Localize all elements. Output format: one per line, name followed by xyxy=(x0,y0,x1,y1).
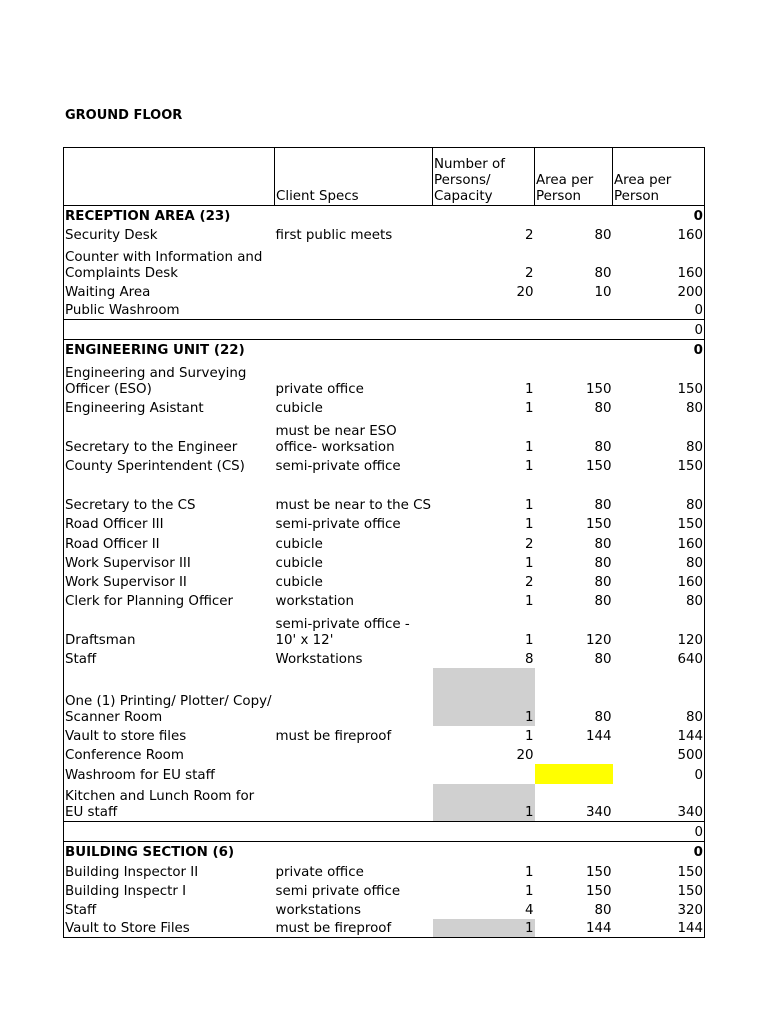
cell-total-area: 0 xyxy=(613,320,705,340)
cell-space-name: ENGINEERING UNIT (22) xyxy=(64,340,275,359)
cell-total-area: 160 xyxy=(613,225,705,244)
cell-total-area: 160 xyxy=(613,533,705,553)
table-row xyxy=(64,881,705,900)
cell-area-per-person xyxy=(535,340,613,359)
cell-client-specs xyxy=(275,764,433,784)
cell-space-name: Staff xyxy=(64,900,275,919)
page-title: GROUND FLOOR xyxy=(65,108,183,123)
cell-area-per-person xyxy=(535,745,613,764)
cell-client-specs: workstation xyxy=(275,593,354,609)
cell-total-area: 0 xyxy=(613,842,705,861)
cell-area-per-person: 120 xyxy=(585,632,612,648)
cell-client-specs: Workstations xyxy=(275,651,363,667)
cell-client-specs: first public meets xyxy=(275,227,393,243)
cell-space-name: RECEPTION AREA (23) xyxy=(64,206,275,225)
table-row xyxy=(64,398,705,417)
cell-capacity xyxy=(433,320,535,340)
table-row xyxy=(64,572,705,591)
cell-capacity: 1 xyxy=(433,784,535,822)
cell-space-name: Staff xyxy=(64,649,275,668)
cell-capacity xyxy=(433,822,535,842)
cell-total-area: 150 xyxy=(613,861,705,881)
cell-area-per-person: 340 xyxy=(535,784,613,822)
cell-space-name: Security Desk xyxy=(64,225,275,244)
cell-client-specs: must be fireproof xyxy=(275,728,392,744)
cell-client-specs: cubicle xyxy=(275,574,323,590)
table-row xyxy=(64,919,705,938)
table-row xyxy=(64,745,705,764)
cell-capacity xyxy=(433,764,535,784)
cell-client-specs xyxy=(275,301,433,320)
cell-area-per-person: 10 xyxy=(594,284,612,300)
cell-total-area: 0 xyxy=(613,822,705,842)
cell-capacity: 2 xyxy=(524,265,534,281)
cell-total-area: 150 xyxy=(613,514,705,533)
cell-client-specs: semi private office xyxy=(275,883,401,899)
cell-area-per-person: 150 xyxy=(585,381,612,397)
table-body xyxy=(64,206,705,938)
cell-capacity: 1 xyxy=(524,864,534,880)
cell-total-area: 80 xyxy=(613,398,705,417)
cell-client-specs xyxy=(275,320,433,340)
table-row xyxy=(64,861,705,881)
cell-client-specs: semi-private office xyxy=(275,516,401,532)
table-row xyxy=(64,784,705,822)
cell-client-specs: cubicle xyxy=(275,536,323,552)
cell-space-name: County Sperintendent (CS) xyxy=(64,456,275,475)
table-row xyxy=(64,726,705,745)
cell-client-specs xyxy=(275,822,433,842)
cell-space-name xyxy=(64,822,275,842)
cell-area-per-person xyxy=(535,764,613,784)
table-row xyxy=(64,649,705,668)
cell-capacity: 1 xyxy=(524,381,534,397)
header-total-area: Area per Person xyxy=(613,148,705,206)
cell-area-per-person: 80 xyxy=(594,536,612,552)
cell-capacity: 4 xyxy=(524,902,534,918)
cell-area-per-person: 150 xyxy=(585,883,612,899)
cell-area-per-person: 80 xyxy=(594,902,612,918)
cell-space-name: Secretary to the CS xyxy=(64,475,275,514)
cell-space-name: Kitchen and Lunch Room for EU staff xyxy=(64,784,275,822)
table-row xyxy=(64,764,705,784)
cell-area-per-person: 150 xyxy=(585,458,612,474)
cell-client-specs: cubicle xyxy=(275,555,323,571)
cell-client-specs xyxy=(275,282,433,301)
cell-space-name: Road Officer III xyxy=(64,514,275,533)
cell-space-name: Vault to Store Files xyxy=(64,919,275,938)
cell-client-specs xyxy=(275,745,433,764)
cell-space-name: Conference Room xyxy=(64,745,275,764)
table-row xyxy=(64,282,705,301)
cell-area-per-person: 144 xyxy=(585,728,612,744)
cell-client-specs: cubicle xyxy=(275,400,323,416)
cell-total-area: 0 xyxy=(613,206,705,225)
cell-client-specs: workstations xyxy=(275,902,361,918)
cell-space-name: Engineering and Surveying Officer (ESO) xyxy=(64,359,275,398)
cell-area-per-person: 150 xyxy=(585,864,612,880)
header-space-name xyxy=(64,148,275,206)
cell-total-area: 640 xyxy=(613,649,705,668)
cell-area-per-person: 144 xyxy=(535,919,613,938)
header-capacity: Number of Persons/ Capacity xyxy=(433,148,535,206)
cell-area-per-person xyxy=(535,301,613,320)
cell-capacity: 1 xyxy=(524,497,534,513)
cell-client-specs xyxy=(275,842,433,861)
table-row xyxy=(64,320,705,340)
table-row xyxy=(64,553,705,572)
section-header-row xyxy=(64,206,705,225)
cell-total-area: 160 xyxy=(613,572,705,591)
cell-client-specs: must be fireproof xyxy=(275,919,433,938)
cell-area-per-person: 80 xyxy=(594,265,612,281)
space-program-table xyxy=(63,147,704,938)
cell-total-area: 0 xyxy=(613,340,705,359)
cell-space-name: Work Supervisor III xyxy=(64,553,275,572)
cell-space-name: Clerk for Planning Officer xyxy=(64,591,275,610)
cell-area-per-person: 80 xyxy=(594,709,612,725)
cell-total-area: 144 xyxy=(613,919,705,938)
cell-capacity: 1 xyxy=(524,555,534,571)
cell-total-area: 0 xyxy=(613,764,705,784)
cell-space-name: One (1) Printing/ Plotter/ Copy/ Scanner Room xyxy=(64,668,275,726)
cell-total-area: 80 xyxy=(613,417,705,456)
cell-client-specs: must be near to the CS xyxy=(275,497,431,513)
cell-area-per-person xyxy=(535,842,613,861)
cell-client-specs: must be near ESO office- worksation xyxy=(275,423,397,455)
header-client-specs: Client Specs xyxy=(275,148,433,206)
cell-capacity: 1 xyxy=(524,439,534,455)
cell-capacity: 1 xyxy=(524,593,534,609)
table-row xyxy=(64,244,705,282)
cell-area-per-person xyxy=(535,206,613,225)
cell-area-per-person: 80 xyxy=(594,574,612,590)
cell-area-per-person: 80 xyxy=(594,555,612,571)
cell-space-name: Secretary to the Engineer xyxy=(64,417,275,456)
cell-total-area: 500 xyxy=(613,745,705,764)
table-row xyxy=(64,610,705,649)
cell-area-per-person: 80 xyxy=(594,439,612,455)
table-row xyxy=(64,514,705,533)
cell-space-name: Draftsman xyxy=(64,610,275,649)
cell-capacity: 1 xyxy=(524,883,534,899)
cell-capacity: 1 xyxy=(524,632,534,648)
cell-area-per-person: 80 xyxy=(594,593,612,609)
cell-area-per-person: 80 xyxy=(594,400,612,416)
cell-capacity: 8 xyxy=(524,651,534,667)
cell-total-area: 150 xyxy=(613,456,705,475)
header-area-per-person: Area per Person xyxy=(535,148,613,206)
header-row xyxy=(64,148,705,206)
cell-capacity: 1 xyxy=(524,728,534,744)
cell-capacity: 1 xyxy=(524,458,534,474)
cell-area-per-person: 80 xyxy=(594,651,612,667)
cell-space-name: Work Supervisor II xyxy=(64,572,275,591)
cell-capacity xyxy=(433,842,535,861)
cell-client-specs xyxy=(275,340,433,359)
cell-client-specs xyxy=(275,668,433,726)
cell-total-area: 80 xyxy=(613,591,705,610)
cell-total-area: 120 xyxy=(613,610,705,649)
cell-total-area: 160 xyxy=(613,244,705,282)
table-row xyxy=(64,668,705,726)
cell-space-name xyxy=(64,320,275,340)
cell-space-name: BUILDING SECTION (6) xyxy=(64,842,275,861)
table-row xyxy=(64,822,705,842)
cell-total-area: 150 xyxy=(613,359,705,398)
cell-client-specs xyxy=(275,206,433,225)
cell-capacity: 20 xyxy=(516,747,534,763)
cell-capacity: 20 xyxy=(516,284,534,300)
cell-capacity: 1 xyxy=(524,516,534,532)
table-row xyxy=(64,591,705,610)
cell-area-per-person: 80 xyxy=(594,227,612,243)
table-row xyxy=(64,456,705,475)
cell-capacity: 2 xyxy=(524,536,534,552)
cell-total-area: 80 xyxy=(613,553,705,572)
cell-client-specs: semi-private office - 10' x 12' xyxy=(275,616,410,648)
cell-total-area: 144 xyxy=(613,726,705,745)
table-row xyxy=(64,359,705,398)
cell-capacity xyxy=(433,206,535,225)
cell-space-name: Engineering Asistant xyxy=(64,398,275,417)
cell-total-area: 340 xyxy=(613,784,705,822)
cell-capacity: 2 xyxy=(524,227,534,243)
cell-capacity xyxy=(433,340,535,359)
cell-total-area: 80 xyxy=(613,668,705,726)
cell-client-specs: private office xyxy=(275,864,364,880)
cell-space-name: Vault to store files xyxy=(64,726,275,745)
cell-total-area: 320 xyxy=(613,900,705,919)
cell-space-name: Building Inspector II xyxy=(64,861,275,881)
cell-area-per-person xyxy=(535,822,613,842)
cell-client-specs: private office xyxy=(275,381,364,397)
cell-space-name: Counter with Information and Complaints Desk xyxy=(64,244,275,282)
cell-space-name: Building Inspectr I xyxy=(64,881,275,900)
cell-client-specs xyxy=(275,244,433,282)
cell-total-area: 0 xyxy=(613,301,705,320)
table-row xyxy=(64,533,705,553)
cell-area-per-person xyxy=(535,320,613,340)
cell-space-name: Public Washroom xyxy=(64,301,275,320)
cell-total-area: 80 xyxy=(613,475,705,514)
cell-client-specs: semi-private office xyxy=(275,458,401,474)
table-row xyxy=(64,417,705,456)
cell-capacity: 2 xyxy=(524,574,534,590)
cell-space-name: Washroom for EU staff xyxy=(64,764,275,784)
cell-space-name: Waiting Area xyxy=(64,282,275,301)
cell-area-per-person: 150 xyxy=(585,516,612,532)
cell-capacity xyxy=(433,301,535,320)
table-row xyxy=(64,225,705,244)
cell-capacity: 1 xyxy=(433,919,535,938)
table-row xyxy=(64,900,705,919)
section-header-row xyxy=(64,340,705,359)
table-row xyxy=(64,301,705,320)
section-header-row xyxy=(64,842,705,861)
cell-capacity: 1 xyxy=(433,668,535,726)
cell-capacity: 1 xyxy=(524,400,534,416)
cell-area-per-person: 80 xyxy=(594,497,612,513)
table-row xyxy=(64,475,705,514)
cell-space-name: Road Officer II xyxy=(64,533,275,553)
cell-client-specs xyxy=(275,784,433,822)
cell-total-area: 150 xyxy=(613,881,705,900)
cell-total-area: 200 xyxy=(613,282,705,301)
